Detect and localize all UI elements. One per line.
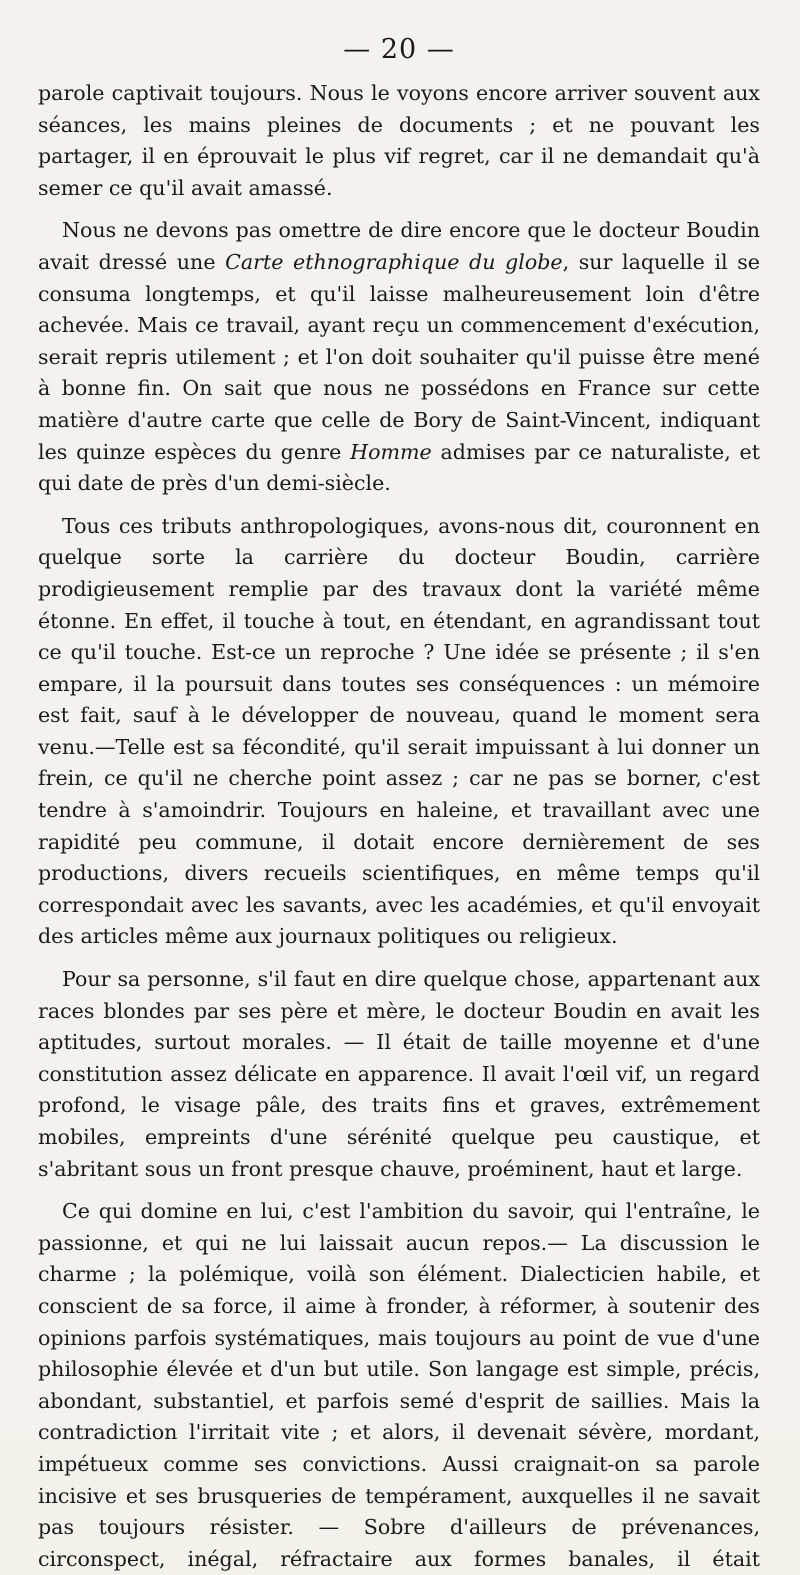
body-text bbox=[38, 78, 760, 1575]
paragraph bbox=[38, 964, 760, 1185]
text-run: Ce qui domine en lui, c'est l'ambition du savoir, qui l'entraîne, le passionne, et qui ne lui laissait aucun repos.— La discussion le charme ; la polémique, voilà son élément. Dialecticien habile, et conscient de sa force, il aime à fronder, à réformer, à soutenir des opinions parfois systématiques, mais toujours au point de vue d'une philosophie élevée et d'un but utile. Son langage est simple, précis, abondant, substantiel, et parfois semé d'esprit de saillies. Mais la contradiction l'irritait vite ; et alors, il devenait sévère, mordant, impétueux comme ses convictions. Aussi craignait-on sa parole incisive et ses brusqueries de tempérament, auxquelles il ne savait pas toujours résister. — Sobre d'ailleurs de prévenances, circonspect, inégal, réfractaire aux formes banales, il était bbox=[38, 1199, 760, 1571]
text-run: parole captivait toujours. Nous le voyons encore arriver souvent aux séances, les mains pleines de documents ; et ne pouvant les partager, il en éprouvait le plus vif regret, car il ne demandait qu'à semer ce qu'il avait amassé. bbox=[38, 81, 760, 200]
paragraph bbox=[38, 511, 760, 953]
text-run: , sur laquelle il se consuma longtemps, et qu'il laisse malheureusement loin d'être achevée. Mais ce travail, ayant reçu un commencement d'exécution, serait repris utilement ; et l'on doit souhaiter qu'il puisse être mené à bonne fin. On sait que nous ne possédons en France sur cette matière d'autre carte que celle de Bory de Saint-Vincent, indiquant les quinze espèces du genre bbox=[38, 249, 760, 464]
text-run: admises par ce naturaliste, et qui date de près d'un demi-siècle. bbox=[38, 439, 760, 496]
text-run: Nous ne devons pas omettre de dire encore que le docteur Boudin avait dressé une bbox=[38, 218, 760, 274]
paragraph bbox=[38, 1196, 760, 1575]
page-number: — 20 — bbox=[343, 34, 455, 65]
italic-text: Carte ethnographique du globe bbox=[225, 249, 563, 274]
paragraph bbox=[38, 78, 760, 204]
italic-text: Homme bbox=[350, 439, 432, 464]
text-run: Pour sa personne, s'il faut en dire quelque chose, appartenant aux races blondes par ses père et mère, le docteur Boudin en avait les aptitudes, surtout morales. — Il était de taille moyenne et d'une constitution assez délicate en apparence. Il avait l'œil vif, un regard profond, le visage pâle, des traits fins et graves, extrêmement mobiles, empreints d'une sérénité quelque peu caustique, et s'abritant sous un front presque chauve, proéminent, haut et large. bbox=[38, 967, 760, 1181]
paragraph bbox=[38, 215, 760, 499]
text-run: Tous ces tributs anthropologiques, avons-nous dit, couronnent en quelque sorte la carrière du docteur Boudin, carrière prodigieusement remplie par des travaux dont la variété même étonne. En effet, il touche à tout, en étendant, en agrandissant tout ce qu'il touche. Est-ce un reproche ? Une idée se présente ; il s'en empare, il la poursuit dans toutes ses conséquences : un mémoire est fait, sauf à le développer de nouveau, quand le moment sera venu.—Telle est sa fécondité, qu'il serait impuissant à lui donner un frein, ce qu'il ne cherche point assez ; car ne pas se borner, c'est tendre à s'amoindrir. Toujours en haleine, et travaillant avec une rapidité peu commune, il dotait encore dernièrement de ses productions, divers recueils scientifiques, en même temps qu'il correspondait avec les savants, avec les académies, et qu'il envoyait des articles même aux journaux politiques ou religieux. bbox=[38, 513, 760, 949]
